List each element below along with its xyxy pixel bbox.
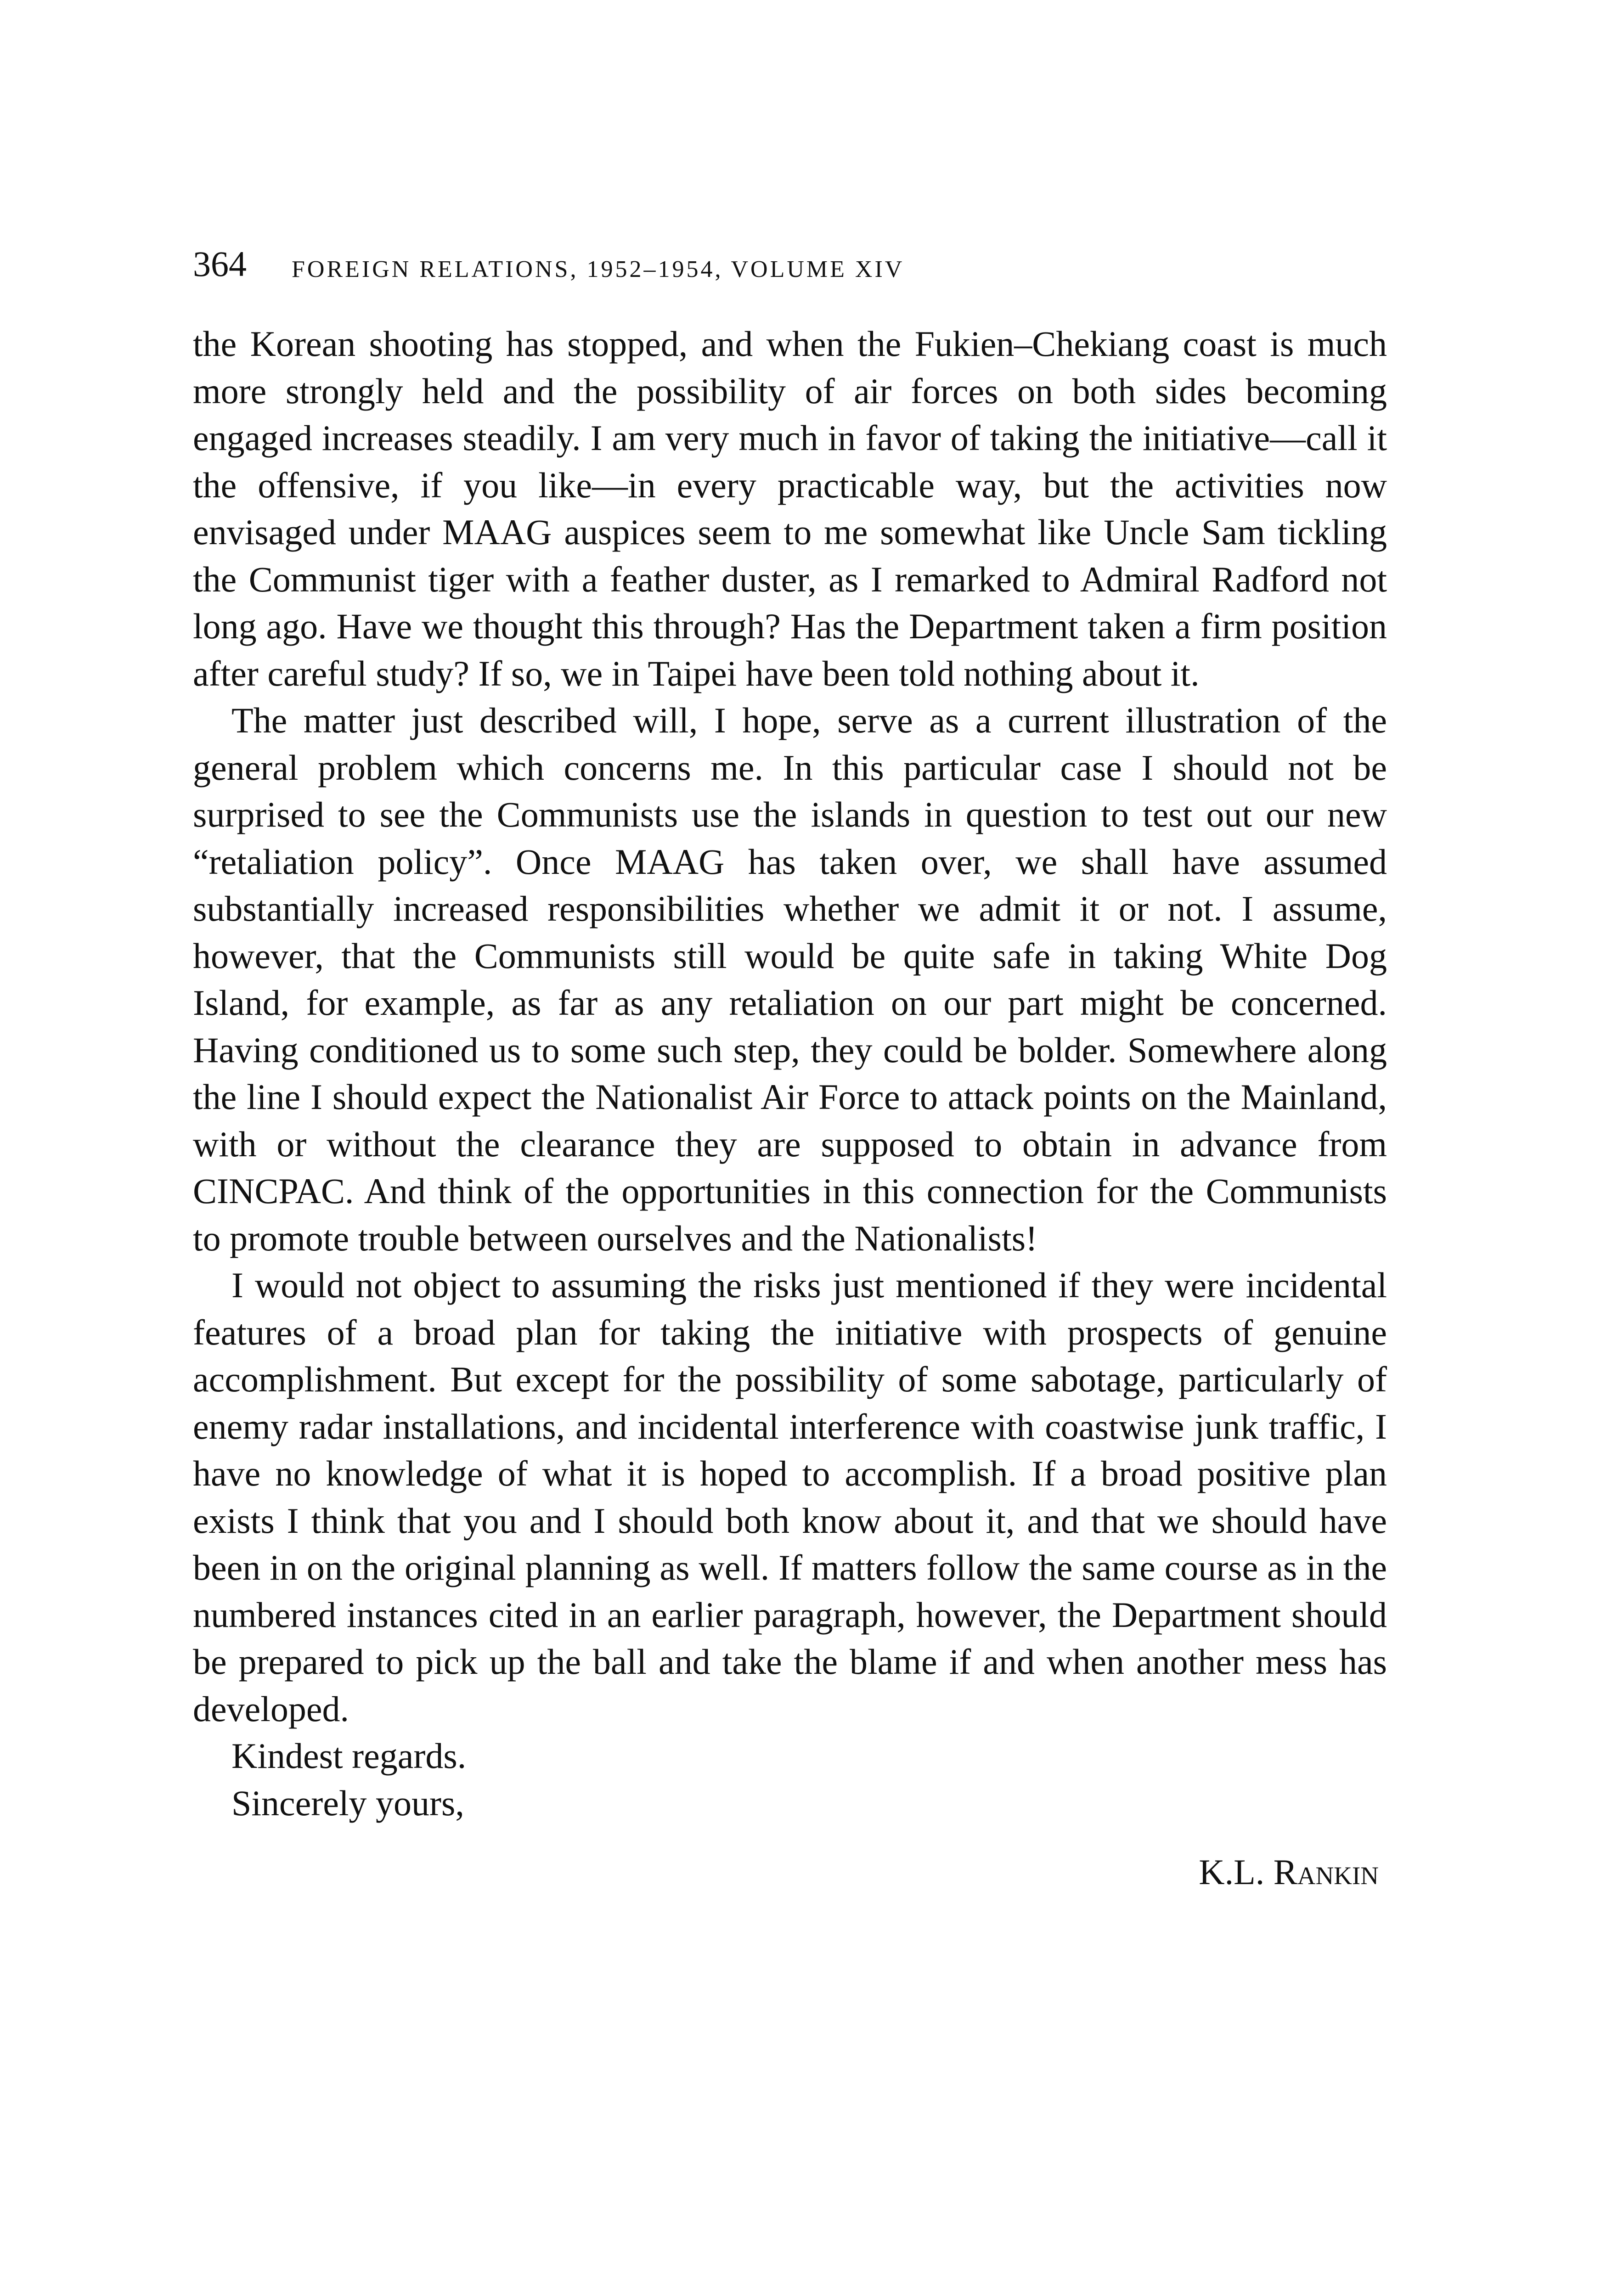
- paragraph: The matter just described will, I hope, serve as a current illustration of the general problem which concerns me. In this particular case I should not be surprised to see the Communists use the islands in question to test out our new “retaliation policy”. Once MAAG has taken over, we shall have assumed substantially increased responsibilities whether we admit it or not. I assume, however, that the Communists still would be quite safe in taking White Dog Island, for example, as far as any retaliation on our part might be concerned. Having conditioned us to some such step, they could be bolder. Somewhere along the line I should expect the Nationalist Air Force to attack points on the Mainland, with or without the clearance they are supposed to obtain in advance from CINCPAC. And think of the opportunities in this connection for the Communists to promote trouble between ourselves and the Nationalists!: [193, 700, 1387, 1258]
- complimentary-close: Sincerely yours,: [231, 1783, 464, 1823]
- closing-regards: Kindest regards.: [231, 1736, 467, 1776]
- paragraph: I would not object to assuming the risks just mentioned if they were incidental features of a broad plan for taking the initiative with prospects of genuine accomplishment. But except for the possibility of some sabotage, particularly of enemy radar installations, and incidental interference with coastwise junk traffic, I have no knowledge of what it is hoped to accomplish. If a broad positive plan exists I think that you and I should both know about it, and that we should have been in on the original planning as well. If matters follow the same course as in the numbered instances cited in an earlier paragraph, however, the Department should be prepared to pick up the ball and take the blame if and when another mess has developed.: [193, 1265, 1387, 1729]
- signature-block: [193, 1849, 1387, 1896]
- paragraph-continued: the Korean shooting has stopped, and when the Fukien–Chekiang coast is much more strongly held and the possibility of air forces on both sides becoming engaged increases steadily. I am very much in favor of taking the initiative—call it the offensive, if you like—in every practicable way, but the activities now envisaged under MAAG auspices seem to me somewhat like Uncle Sam tickling the Communist tiger with a feather duster, as I remarked to Admiral Radford not long ago. Have we thought this through? Has the Department taken a firm position after careful study? If so, we in Taipei have been told nothing about it.: [193, 324, 1387, 693]
- running-head-title: FOREIGN RELATIONS, 1952–1954, VOLUME XIV: [292, 256, 905, 282]
- signature-surname: Rankin: [1273, 1852, 1379, 1892]
- page-number: 364: [193, 244, 247, 284]
- signature-initials: K.L.: [1199, 1852, 1274, 1892]
- body-text: [193, 321, 1387, 1827]
- document-page: [193, 239, 1387, 1896]
- running-head: [193, 239, 1387, 294]
